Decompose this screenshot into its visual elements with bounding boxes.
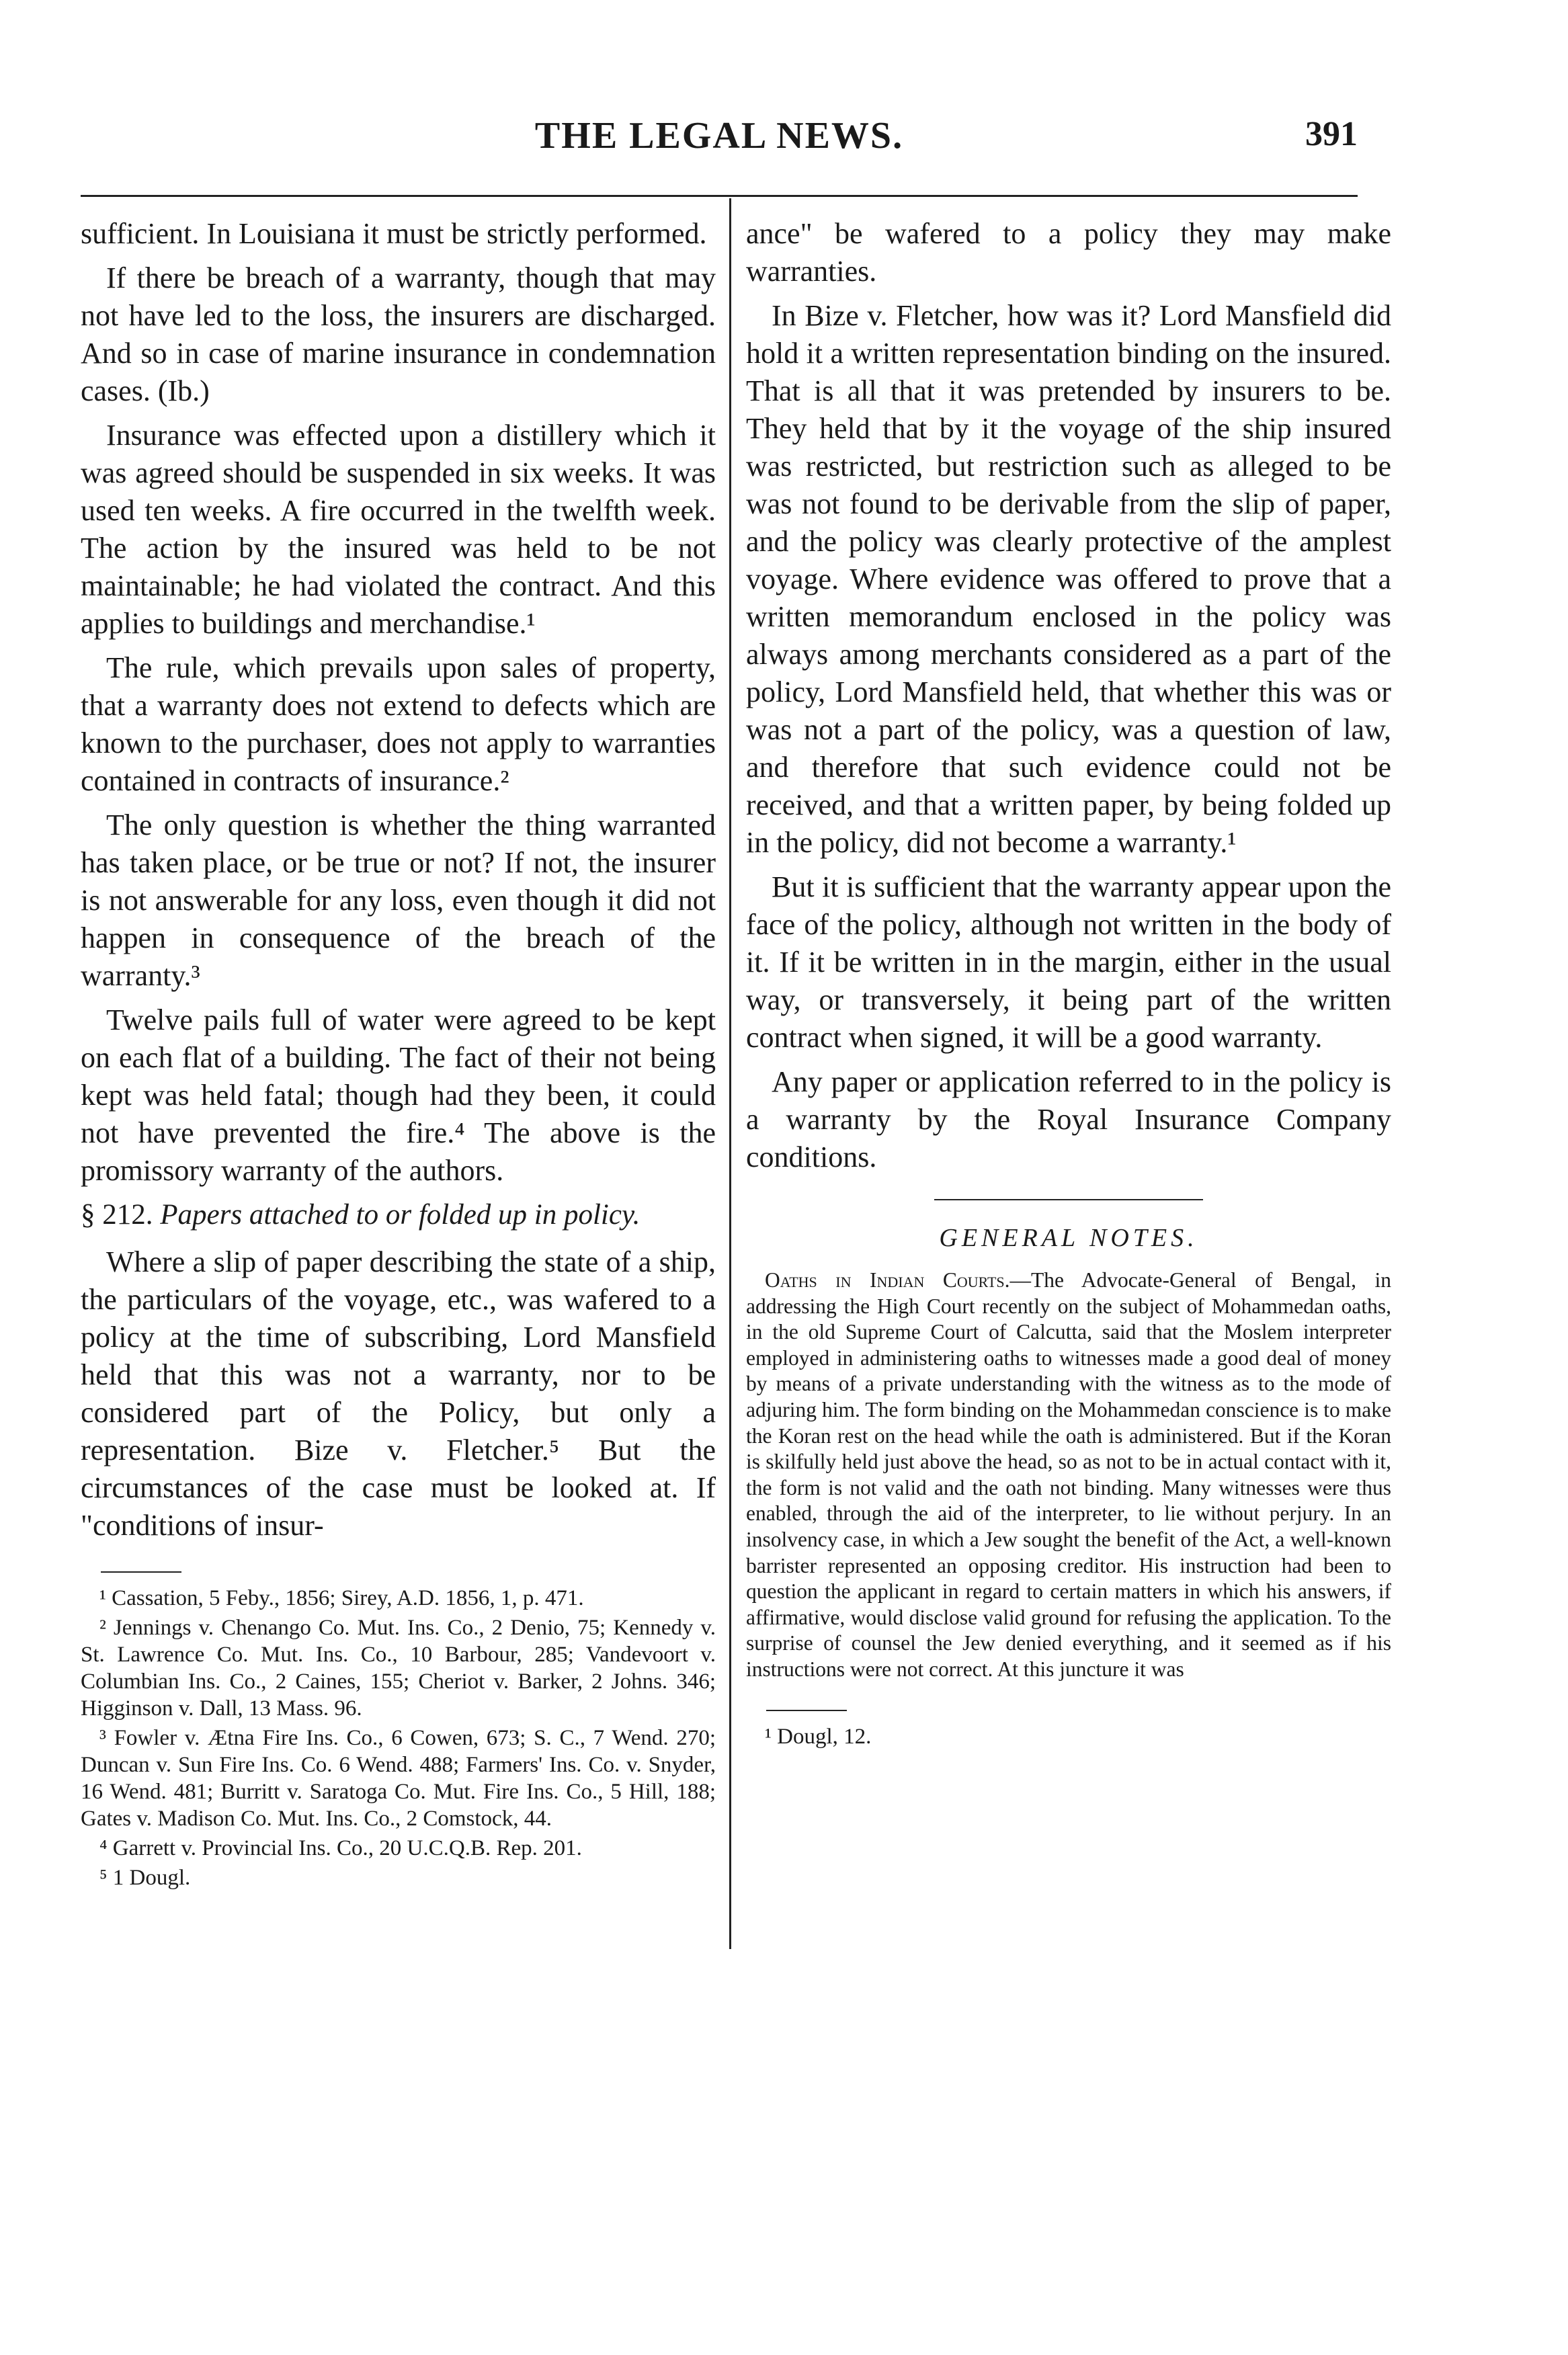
footnotes [81,1585,716,1891]
column-divider [729,198,731,1949]
general-notes-title: GENERAL NOTES. [939,1224,1198,1252]
footnote: ¹ Cassation, 5 Feby., 1856; Sirey, A.D. 1856, 1, p. 471. [99,1586,584,1610]
left-column [81,215,716,1894]
paragraph: Insurance was effected upon a distillery which it was agreed should be suspended in six weeks. It was used ten weeks. A fire occurred in the twelfth week. The action by the insured was held to be not maintainable; he had violated the contract. And this applies to buildings and merchandise.¹ [81,419,716,640]
running-head [81,114,1358,175]
header-rule [81,195,1358,197]
paragraph: sufficient. In Louisiana it must be strictly performed. [81,217,707,250]
paragraph: The rule, which prevails upon sales of property, that a warranty does not extend to defects which are known to the purchaser, does not apply to warranties contained in contracts of insurance.² [81,651,716,797]
page-number: 391 [1305,115,1358,153]
footnote: ⁴ Garrett v. Provincial Ins. Co., 20 U.C.Q.B. Rep. 201. [99,1836,582,1860]
paragraph: But it is sufficient that the warranty appear upon the face of the policy, although not written in the body of it. If it be written in in the margin, either in the usual way, or transversely, it being part of the written contract when signed, it will be a good warranty. [746,870,1391,1054]
section-title: Papers attached to or folded up in policy. [160,1199,641,1231]
paragraph: In Bize v. Fletcher, how was it? Lord Mansfield did hold it a written representation binding on the insured. That is all that it was pretended by insurers to be. They held that by it the voyage of the ship insured was restricted, but restriction such as alleged to be was not found to be derivable from the slip of paper, and the policy was clearly protective of the amplest voyage. Where evidence was offered to prove that a written memorandum enclosed in the policy was always among merchants considered as a part of the policy, Lord Mansfield held, that whether this was or was not a part of the policy, was a question of law, and therefore that such evidence could not be received, and that a written paper, by being folded up in the policy, did not become a warranty.¹ [746,299,1391,859]
journal-title: THE LEGAL NEWS. [534,115,904,157]
paragraph: The only question is whether the thing warranted has taken place, or be true or not? If not, the insurer is not answerable for any loss, even though it did not happen in consequence of the breach of the warranty.³ [81,809,716,992]
footnote-rule [766,1710,847,1711]
paragraph: Any paper or application referred to in the policy is a warranty by the Royal Insurance Company conditions. [746,1065,1391,1173]
section-heading [81,1196,716,1234]
paragraph: ance" be wafered to a policy they may make warranties. [746,217,1391,288]
footnotes [746,1723,1391,1750]
paragraph: Twelve pails full of water were agreed to be kept on each flat of a building. The fact of their not being kept was held fatal; though had they been, it could not have prevented the fire.⁴ The above is the promissory warranty of the authors. [81,1003,716,1187]
note-lead: Oaths in Indian Courts. [765,1268,1010,1292]
note-paragraph [746,1268,1391,1683]
footnote: ³ Fowler v. Ætna Fire Ins. Co., 6 Cowen, 673; S. C., 7 Wend. 270; Duncan v. Sun Fire Ins. Co. 6 Wend. 488; Farmers' Ins. Co. v. Snyder, 16 Wend. 481; Burritt v. Saratoga Co. Mut. Fire Ins. Co., 5 Hill, 188; Gates v. Madison Co. Mut. Ins. Co., 2 Comstock, 44. [81,1726,716,1831]
paragraph: If there be breach of a warranty, though that may not have led to the loss, the insurers are discharged. And so in case of marine insurance in condemnation cases. (Ib.) [81,261,716,407]
footnote: ⁵ 1 Dougl. [99,1866,191,1890]
paragraph: Where a slip of paper describing the state of a ship, the particulars of the voyage, etc., was wafered to a policy at the time of subscribing, Lord Mansfield held that this was not a warranty, nor to be considered part of the Policy, but only a representation. Bize v. Fletcher.⁵ But the circumstances of the case must be looked at. If "conditions of insur- [81,1245,716,1542]
notes-divider [934,1199,1203,1200]
footnote: ¹ Dougl, 12. [765,1724,872,1749]
general-notes-body [746,1268,1391,1683]
footnote: ² Jennings v. Chenango Co. Mut. Ins. Co., 2 Denio, 75; Kennedy v. St. Lawrence Co. Mut. Ins. Co., 10 Barbour, 285; Vandevoort v. Columbian Ins. Co., 2 Caines, 155; Cheriot v. Barker, 2 Johns. 346; Higginson v. Dall, 13 Mass. 96. [81,1616,716,1721]
note-text: —The Advocate-General of Bengal, in addressing the High Court recently on the subject of Mohammedan oaths, in the old Supreme Court of Calcutta, said that the Moslem interpreter employed in administering oaths to witnesses made a good deal of money by means of a private understanding with the witness as to the mode of adjuring him. The form binding on the Mohammedan conscience is to make the Koran rest on the head while the oath is administered. But if the Koran is skilfully held just above the head, so as not to be in actual contact with it, the form is not valid and the oath not binding. Many witnesses were thus enabled, through the aid of the interpreter, to lie without perjury. In an insolvency case, in which a Jew sought the benefit of the Act, a well-known barrister represented an opposing creditor. His instruction had been to question the applicant in regard to certain matters in which his answers, if affirmative, would disclose valid ground for refusing the application. To the surprise of counsel the Jew denied everything, and it seemed as if his instructions were not correct. At this juncture it was [746,1268,1391,1681]
footnote-rule [101,1571,181,1573]
section-number: § 212. [81,1199,153,1231]
right-column [746,215,1391,1750]
